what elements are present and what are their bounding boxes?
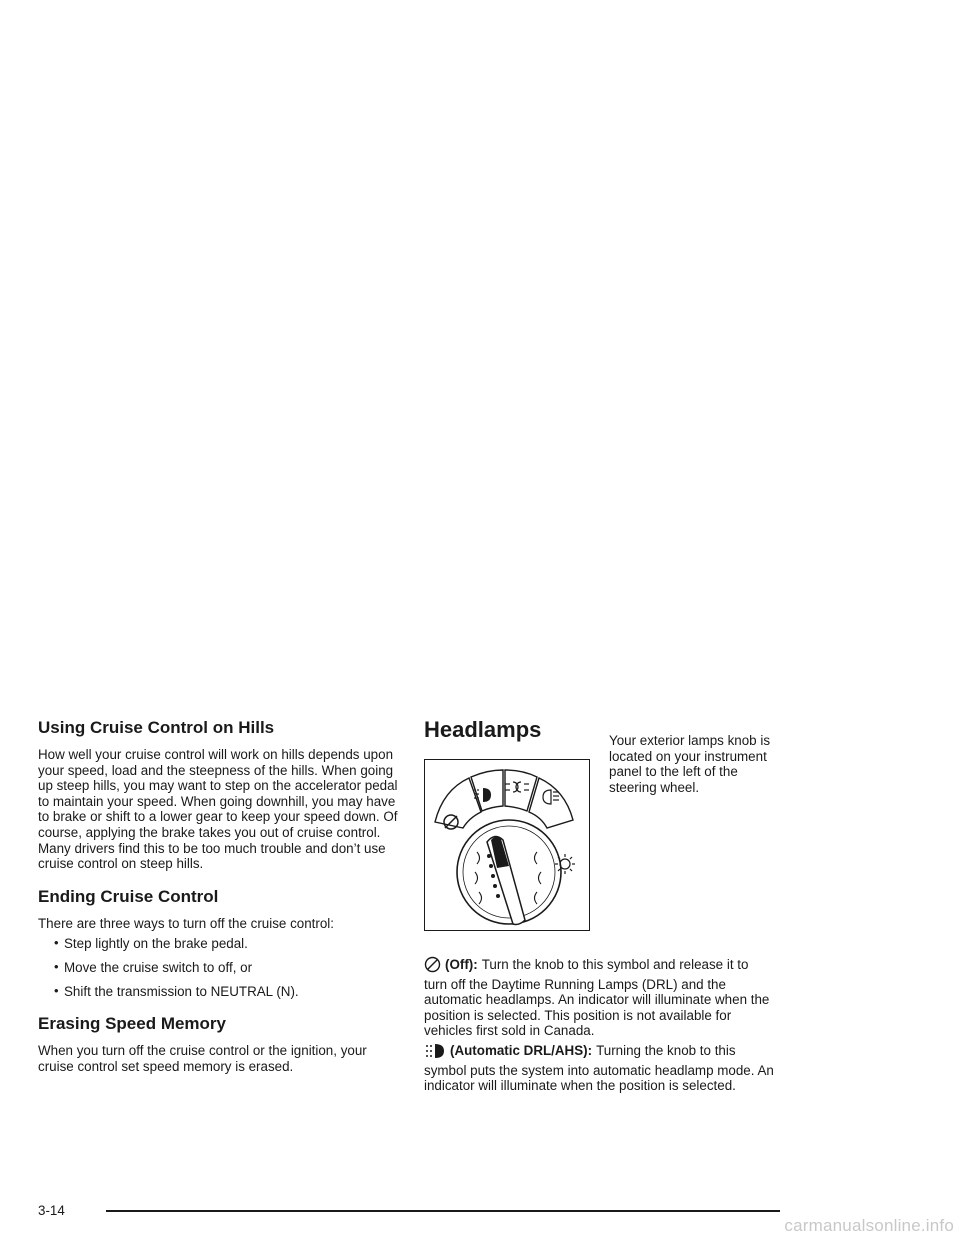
page-number: 3-14: [38, 1203, 65, 1218]
bullet-icon: •: [54, 935, 59, 951]
off-position-icon: [444, 815, 458, 829]
hills-heading: Using Cruise Control on Hills: [38, 718, 275, 737]
bullet-icon: •: [54, 982, 59, 998]
ending-intro: There are three ways to turn off the cruise control:: [38, 915, 334, 931]
ending-list: [38, 936, 400, 999]
parking-lamps-icon: [505, 782, 529, 792]
ending-heading: Ending Cruise Control: [38, 886, 219, 906]
off-circle-slash-icon: [424, 956, 441, 977]
list-item: • Step lightly on the brake pedal.: [54, 935, 248, 952]
off-text: Turn the knob to this symbol and release it to turn off the Daytime Running Lamps (DRL) and the automatic headlamps. An indicator will illuminate when the position is selected. This position is not available for vehicles first sold in Canada.: [424, 957, 770, 1039]
off-label: (Off):: [445, 957, 478, 972]
hills-paragraph: How well your cruise control will work on hills depends upon your speed, load and the steepness of the hills. When going up steep hills, you may want to step on the accelerator pedal to maintain your speed. When going downhill, you may have to brake or shift to a lower gear to keep your speed down. Of course, applying the brake takes you out of cruise control. Many drivers find this to be too much trouble and don’t use cruise control on steep hills.: [38, 747, 398, 872]
erasing-heading: Erasing Speed Memory: [38, 1014, 227, 1034]
left-column: [38, 718, 400, 1074]
right-column: [424, 716, 776, 1094]
automatic-headlamp-icon: [424, 1042, 446, 1063]
auto-description: [424, 1042, 774, 1094]
exterior-lamps-knob-figure: [424, 759, 590, 931]
list-item: • Shift the transmission to NEUTRAL (N).: [54, 982, 299, 999]
interior-lamp-icon: [555, 854, 575, 874]
knob-illustration: [425, 760, 589, 930]
headlamps-intro: Your exterior lamps knob is located on your instrument panel to the left of the steering wheel.: [609, 733, 771, 795]
auto-text: Turning the knob to this symbol puts the system into automatic headlamp mode. An indicator will illuminate when the position is selected.: [424, 1043, 774, 1094]
headlamps-heading: Headlamps: [424, 717, 542, 742]
headlamp-icon: [543, 790, 559, 804]
erasing-paragraph: When you turn off the cruise control or the ignition, your cruise control set speed memory is erased.: [38, 1043, 367, 1074]
footer-divider: [106, 1210, 780, 1212]
watermark: carmanualsonline.info: [784, 1216, 954, 1235]
bullet-icon: •: [54, 958, 59, 974]
off-description: [424, 956, 774, 1039]
auto-label: (Automatic DRL/AHS):: [450, 1043, 593, 1058]
list-item: • Move the cruise switch to off, or: [54, 958, 253, 975]
